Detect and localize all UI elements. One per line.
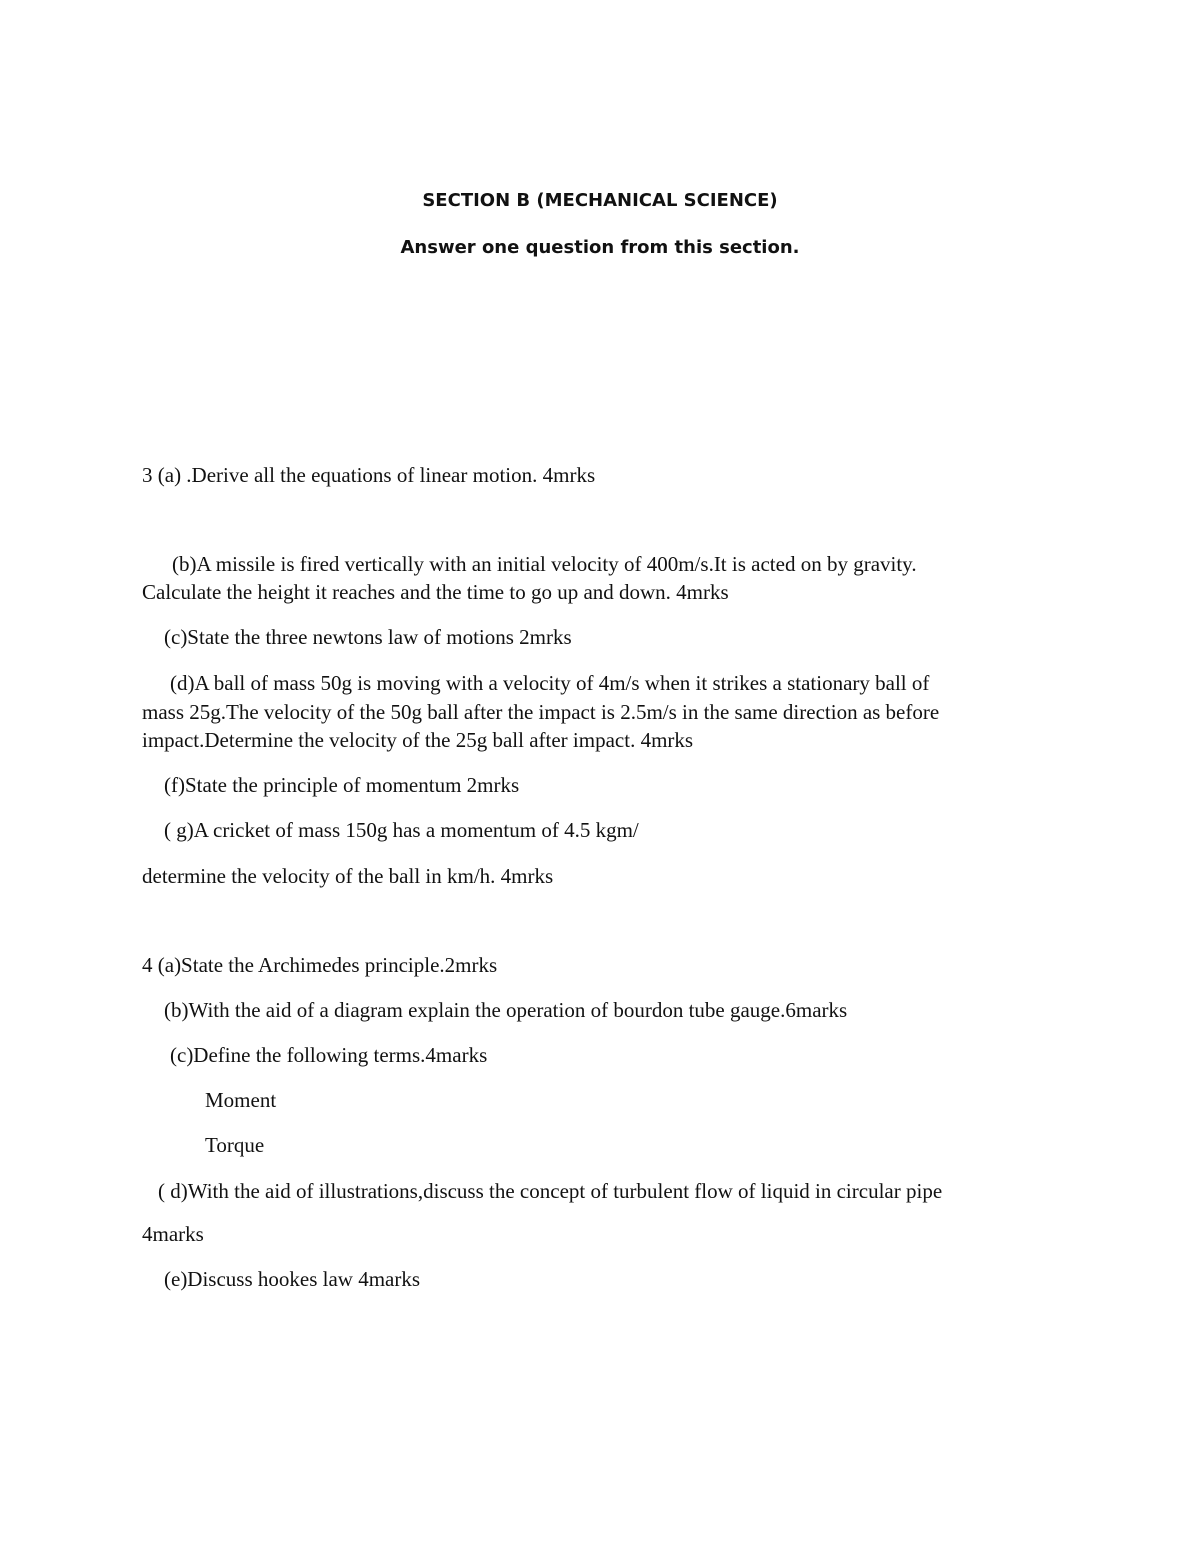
question-3d-line-3: impact.Determine the velocity of the 25g ball after impact. 4mrks <box>142 728 694 752</box>
question-3b-line-1: (b)A missile is fired vertically with an initial velocity of 400m/s.It is acted on by gravity. <box>172 552 917 576</box>
question-4e: (e)Discuss hookes law 4marks <box>164 1267 421 1291</box>
question-4c-term-torque: Torque <box>205 1133 265 1157</box>
question-3b-line-2: Calculate the height it reaches and the time to go up and down. 4mrks <box>142 580 729 604</box>
section-instruction: Answer one question from this section. <box>400 237 800 258</box>
question-4c-term-moment: Moment <box>205 1088 277 1112</box>
question-3d-line-2: mass 25g.The velocity of the 50g ball after the impact is 2.5m/s in the same direction as before <box>142 700 940 724</box>
question-3g-line-1: ( g)A cricket of mass 150g has a momentum of 4.5 kgm/ <box>164 818 639 842</box>
question-4b: (b)With the aid of a diagram explain the operation of bourdon tube gauge.6marks <box>164 998 848 1022</box>
question-4d-line-1: ( d)With the aid of illustrations,discuss the concept of turbulent flow of liquid in circular pipe <box>158 1179 943 1203</box>
question-3g-line-2: determine the velocity of the ball in km/h. 4mrks <box>142 864 554 888</box>
question-3d-line-1: (d)A ball of mass 50g is moving with a velocity of 4m/s when it strikes a stationary ball of <box>170 671 930 695</box>
question-3f: (f)State the principle of momentum 2mrks <box>164 773 520 797</box>
question-4d-line-2: 4marks <box>142 1222 204 1246</box>
question-4c: (c)Define the following terms.4marks <box>170 1043 488 1067</box>
question-4a: 4 (a)State the Archimedes principle.2mrks <box>142 953 498 977</box>
question-3c: (c)State the three newtons law of motions 2mrks <box>164 625 572 649</box>
section-title: SECTION B (MECHANICAL SCIENCE) <box>422 190 778 211</box>
question-3a: 3 (a) .Derive all the equations of linear motion. 4mrks <box>142 463 596 487</box>
